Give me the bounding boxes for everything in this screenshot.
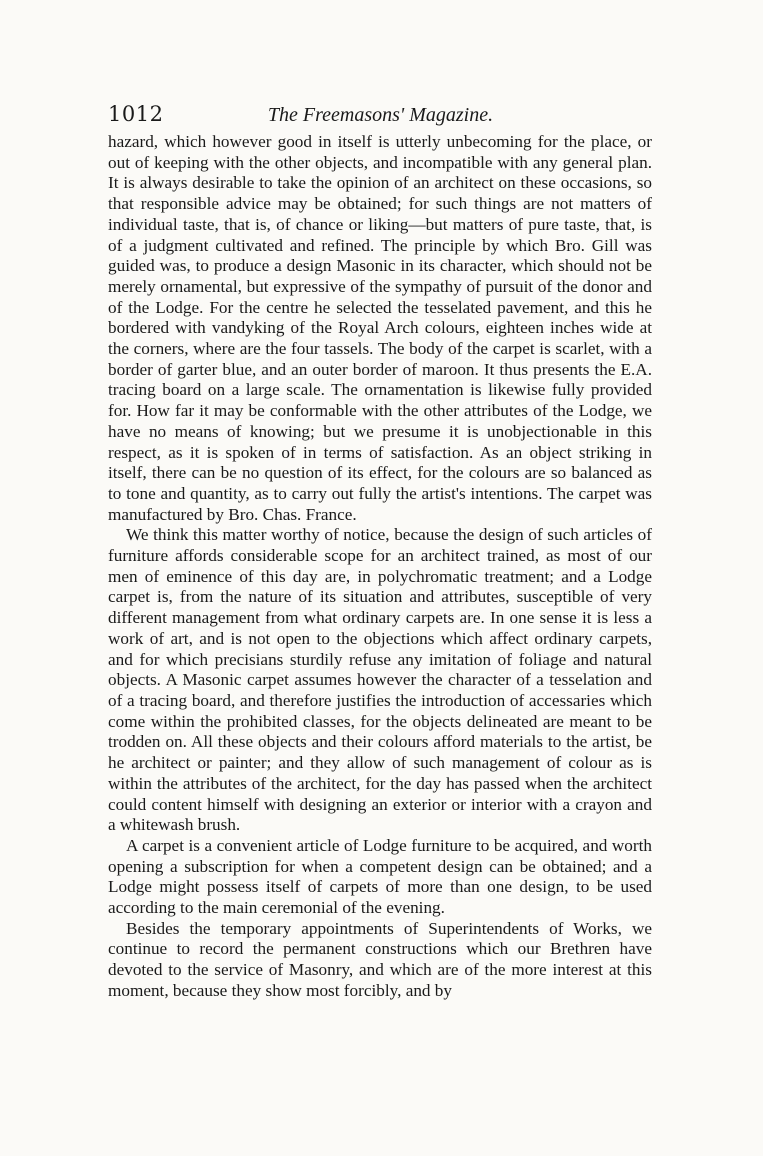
paragraph: We think this matter worthy of notice, because the design of such articles of furniture affords considerable scope for an architect trained, as most of our men of eminence of this day are, in polychromatic treatment; and a Lodge carpet is, from the nature of its situation and attributes, susceptible of very different management from what ordinary carpets are. In one sense it is less a work of art, and is not open to the objections which affect ordinary carpets, and for which precisians sturdily refuse any imitation of foliage and natural objects. A Masonic carpet assumes however the character of a tesselation and of a tracing board, and therefore justifies the introduction of accessaries which come within the prohibited classes, for the objects delineated are meant to be trodden on. All these objects and their colours afford materials to the artist, be he architect or painter; and they allow of such management of colour as is within the attributes of the architect, for the day has passed when the architect could content himself with designing an exterior or interior with a crayon and a whitewash brush. [108, 525, 652, 835]
paragraph: A carpet is a convenient article of Lodge furniture to be acquired, and worth opening a subscription for when a competent design can be obtained; and a Lodge might possess itself of carpets of more than one design, to be used according to the main ceremonial of the evening. [108, 835, 652, 918]
paragraph: Besides the temporary appointments of Superintendents of Works, we continue to record the permanent constructions which our Brethren have devoted to the service of Masonry, and which are of the more interest at this moment, because they show most forcibly, and by [108, 918, 652, 1000]
page-header [108, 102, 653, 132]
page-number: 1012 [108, 102, 164, 126]
running-title: The Freemasons' Magazine. [267, 104, 494, 126]
paragraph-continued: hazard, which however good in itself is utterly unbecoming for the place, or out of keeping with the other objects, and incompatible with any general plan. It is always desirable to take the opinion of an architect on these occasions, so that responsible advice may be obtained; for such things are not matters of individual taste, that is, of chance or liking—but matters of pure taste, that, is of a judgment cultivated and refined. The principle by which Bro. Gill was guided was, to produce a design Masonic in its character, which should not be merely ornamental, but expressive of the sympathy of pursuit of the donor and of the Lodge. For the centre he selected the tesselated pavement, and this he bordered with vandyking of the Royal Arch colours, eighteen inches wide at the corners, where are the four tassels. The body of the carpet is scarlet, with a border of garter blue, and an outer border of maroon. It thus presents the E.A. tracing board on a large scale. The ornamentation is likewise fully provided for. How far it may be conformable with the other attributes of the Lodge, we have no means of knowing; but we presume it is unobjectionable in this respect, as it is spoken of in terms of satisfaction. As an object striking in itself, there can be no question of its effect, for the colours are so balanced as to tone and quantity, as to carry out fully the artist's intentions. The carpet was manufactured by Bro. Chas. France. [108, 132, 652, 524]
article-body [108, 132, 652, 1002]
